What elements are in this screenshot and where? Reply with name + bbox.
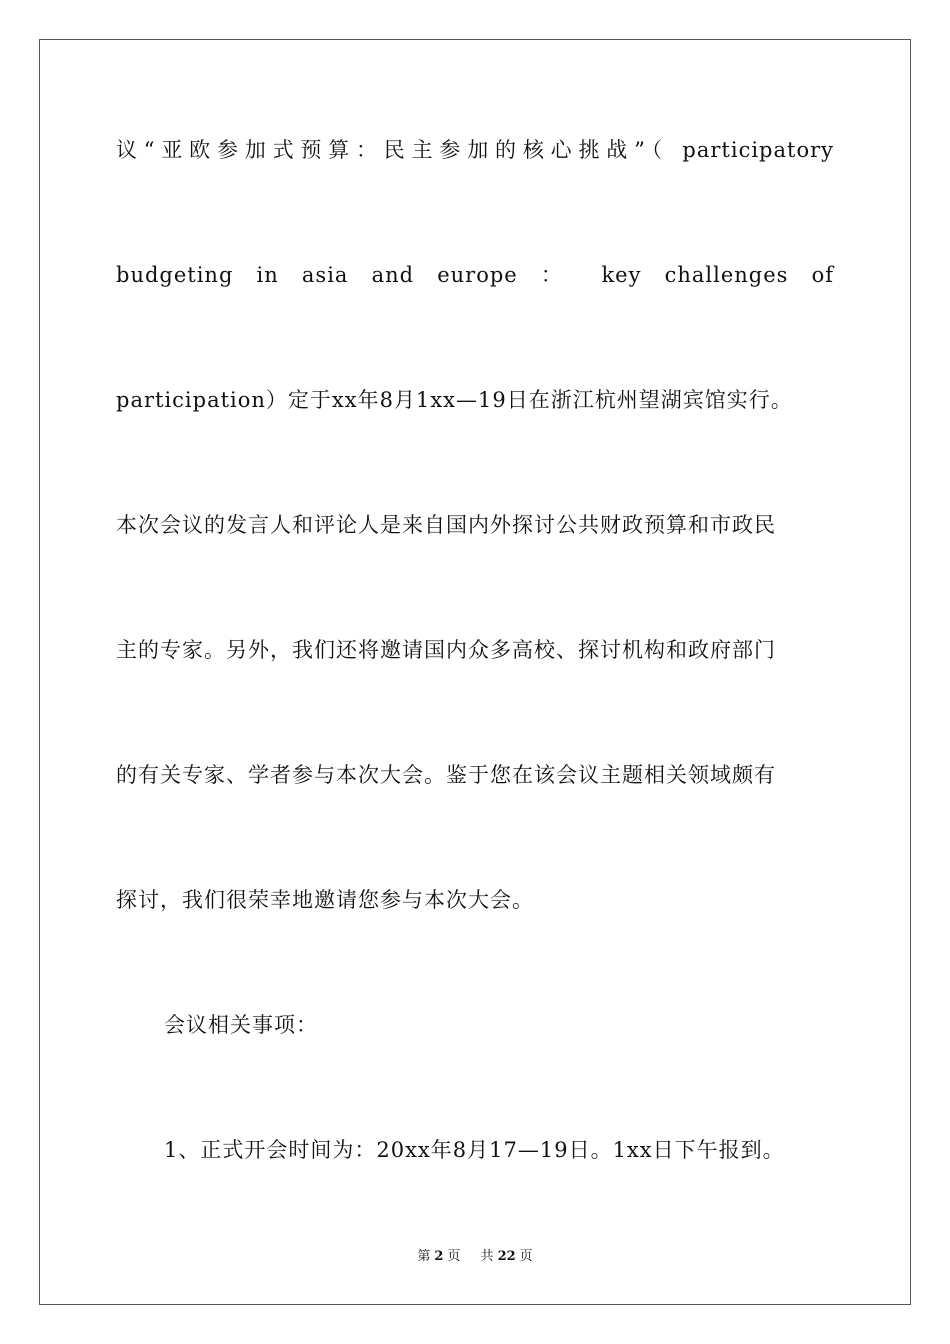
total-prefix: 共 (480, 1249, 494, 1264)
body-line-4: 本次会议的发言人和评论人是来自国内外探讨公共财政预算和市政民 (116, 513, 776, 537)
page-border (39, 39, 911, 1305)
body-line-5: 主的专家。另外，我们还将邀请国内众多高校、探讨机构和政府部门 (116, 638, 776, 662)
total-count: 22 (497, 1249, 516, 1264)
section-heading: 会议相关事项： (164, 1013, 318, 1037)
body-line-2: budgeting in asia and europe ： key challenges of (116, 263, 834, 287)
page-suffix: 页 (447, 1249, 461, 1264)
page-footer (0, 1248, 950, 1266)
list-item-1: 1、正式开会时间为：20xx年8月17—19日。1xx日下午报到。 (164, 1138, 785, 1162)
total-suffix: 页 (519, 1249, 533, 1264)
body-line-1: 议“亚欧参加式预算：民主参加的核心挑战”（ participatory (116, 138, 834, 162)
page-current: 2 (434, 1249, 444, 1264)
page-number (413, 1249, 464, 1264)
body-line-7: 探讨，我们很荣幸地邀请您参与本次大会。 (116, 888, 534, 912)
body-line-3: participation）定于xx年8月1xx—19日在浙江杭州望湖宾馆实行。 (116, 388, 793, 412)
page-prefix: 第 (417, 1249, 431, 1264)
page-total (477, 1249, 537, 1264)
body-line-6: 的有关专家、学者参与本次大会。鉴于您在该会议主题相关领域颇有 (116, 763, 776, 787)
